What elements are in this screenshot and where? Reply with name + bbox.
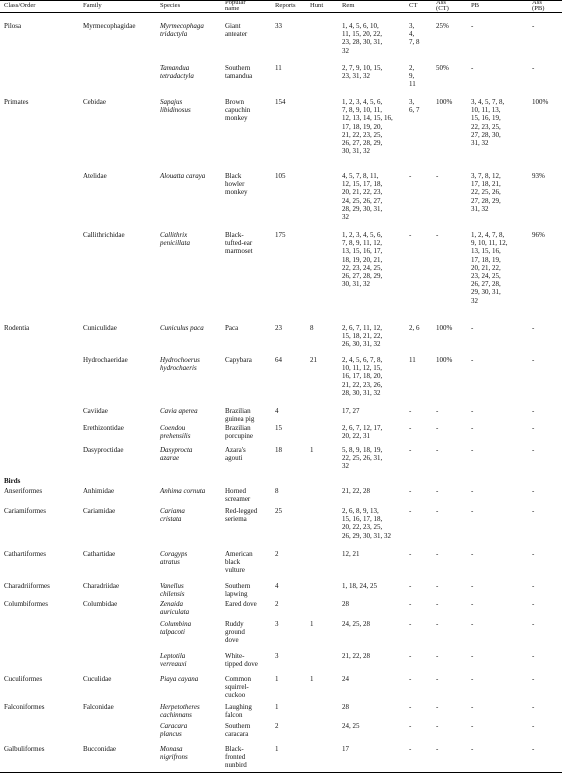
ct-cell: - bbox=[409, 507, 412, 515]
reports-cell: 2 bbox=[275, 722, 279, 730]
header-order: Class/Order bbox=[4, 2, 36, 9]
pb-cell: - bbox=[471, 550, 474, 558]
reports-cell: 3 bbox=[275, 652, 279, 660]
pb-cell: - bbox=[471, 446, 474, 454]
reports-cell: 1 bbox=[275, 675, 279, 683]
header-popular-name: Popular name bbox=[225, 0, 246, 13]
order-cell: Cathartiformes bbox=[4, 550, 46, 558]
rem-cell: 21, 22, 28 bbox=[342, 652, 370, 660]
order-cell: Charadriiformes bbox=[4, 582, 50, 590]
reports-cell: 33 bbox=[275, 22, 282, 30]
pb-cell: - bbox=[471, 582, 474, 590]
ass-ct-cell: 25% bbox=[436, 22, 449, 30]
family-cell: Cuculidae bbox=[83, 675, 112, 683]
reports-cell: 11 bbox=[275, 64, 282, 72]
popular-name-cell: Black- tufted-ear marmoset bbox=[225, 231, 253, 256]
ass-ct-cell: - bbox=[436, 675, 439, 683]
species-cell: Leptotila verreauxi bbox=[160, 652, 187, 669]
ass-pb-cell: - bbox=[532, 424, 535, 432]
ass-pb-cell: - bbox=[532, 356, 535, 364]
pb-cell: - bbox=[471, 722, 474, 730]
family-cell: Cebidae bbox=[83, 98, 106, 106]
popular-name-cell: Laughing falcon bbox=[225, 703, 252, 720]
family-cell: Charadriidae bbox=[83, 582, 120, 590]
hunt-cell: 1 bbox=[310, 620, 314, 628]
rem-cell: 4, 5, 7, 8, 11, 12, 15, 17, 18, 20, 21, 22, 23, 24, 25, 26, 27, 28, 29, 30, 31, 32 bbox=[342, 172, 383, 222]
ct-cell: - bbox=[409, 582, 412, 590]
ass-pb-cell: - bbox=[532, 507, 535, 515]
rem-cell: 2, 4, 5, 6, 7, 8, 10, 11, 12, 15, 16, 17, 18, 20, 21, 22, 23, 26, 28, 30, 31, 32 bbox=[342, 356, 383, 397]
ct-cell: - bbox=[409, 407, 412, 415]
family-cell: Cathartidae bbox=[83, 550, 116, 558]
pb-cell: - bbox=[471, 507, 474, 515]
ct-cell: - bbox=[409, 620, 412, 628]
species-cell: Callithrix penicillata bbox=[160, 231, 190, 248]
pb-cell: 3, 7, 8, 12, 17, 18, 21, 22, 25, 26, 27, 28, 29, 31, 32 bbox=[471, 172, 501, 213]
ass-pb-cell: - bbox=[532, 446, 535, 454]
family-cell: Atelidae bbox=[83, 172, 107, 180]
ass-pb-cell: - bbox=[532, 652, 535, 660]
ass-ct-cell: - bbox=[436, 487, 439, 495]
ass-ct-cell: 100% bbox=[436, 324, 453, 332]
reports-cell: 1 bbox=[275, 703, 279, 711]
species-cell: Myrmecophaga tridactyla bbox=[160, 22, 204, 39]
popular-name-cell: Black- fronted nunbird bbox=[225, 745, 247, 770]
ass-ct-cell: - bbox=[436, 652, 439, 660]
species-cell: Sapajus libidinosus bbox=[160, 98, 191, 115]
species-cell: Coragyps atratus bbox=[160, 550, 188, 567]
popular-name-cell: Brazilian guinea pig bbox=[225, 407, 255, 424]
ass-ct-cell: - bbox=[436, 231, 439, 239]
hunt-cell: 1 bbox=[310, 675, 314, 683]
ass-pb-cell: - bbox=[532, 487, 535, 495]
rem-cell: 1, 2, 3, 4, 5, 6, 7, 8, 9, 11, 12, 13, 15, 16, 17, 18, 19, 20, 21, 22, 23, 24, 25, 26, 27, 28, 29, 30, 31, 32 bbox=[342, 231, 383, 289]
reports-cell: 23 bbox=[275, 324, 282, 332]
reports-cell: 1 bbox=[275, 745, 279, 753]
rem-cell: 2, 6, 8, 9, 13, 15, 16, 17, 18, 20, 22, 23, 25, 26, 29, 30, 31, 32 bbox=[342, 507, 391, 540]
header-family: Family bbox=[83, 2, 102, 9]
ass-pb-cell: - bbox=[532, 550, 535, 558]
rem-cell: 28 bbox=[342, 600, 349, 608]
reports-cell: 175 bbox=[275, 231, 286, 239]
popular-name-cell: White- tipped dove bbox=[225, 652, 258, 669]
pb-cell: - bbox=[471, 407, 474, 415]
order-cell: Rodentia bbox=[4, 324, 30, 332]
family-cell: Caviidae bbox=[83, 407, 108, 415]
popular-name-cell: Horned screamer bbox=[225, 487, 251, 504]
pb-cell: - bbox=[471, 703, 474, 711]
ct-cell: 2, 9, 11 bbox=[409, 64, 416, 89]
order-cell: Galbuliformes bbox=[4, 745, 45, 753]
ct-cell: - bbox=[409, 487, 412, 495]
ass-ct-cell: - bbox=[436, 600, 439, 608]
ass-pb-cell: - bbox=[532, 324, 535, 332]
ass-ct-cell: - bbox=[436, 722, 439, 730]
header-rem: Rem bbox=[342, 2, 355, 9]
ct-cell: - bbox=[409, 675, 412, 683]
ass-pb-cell: - bbox=[532, 600, 535, 608]
rem-cell: 1, 18, 24, 25 bbox=[342, 582, 377, 590]
family-cell: Anhimidae bbox=[83, 487, 115, 495]
reports-cell: 4 bbox=[275, 407, 279, 415]
ass-ct-cell: 100% bbox=[436, 356, 453, 364]
pb-cell: - bbox=[471, 600, 474, 608]
rem-cell: 12, 21 bbox=[342, 550, 360, 558]
family-cell: Cariamidae bbox=[83, 507, 116, 515]
popular-name-cell: Common squirrel- cuckoo bbox=[225, 675, 252, 700]
reports-cell: 154 bbox=[275, 98, 286, 106]
order-cell: Falconiformes bbox=[4, 703, 45, 711]
pb-cell: - bbox=[471, 652, 474, 660]
popular-name-cell: American black vulture bbox=[225, 550, 253, 575]
rem-cell: 17, 27 bbox=[342, 407, 360, 415]
order-cell: Columbiformes bbox=[4, 600, 48, 608]
popular-name-cell: Eared dove bbox=[225, 600, 257, 608]
ct-cell: - bbox=[409, 703, 412, 711]
ass-pb-cell: - bbox=[532, 675, 535, 683]
species-cell: Monasa nigrifrons bbox=[160, 745, 188, 762]
family-cell: Falconidae bbox=[83, 703, 114, 711]
species-cell: Dasyprocta azarae bbox=[160, 446, 193, 463]
family-cell: Columbidae bbox=[83, 600, 118, 608]
bottom-rule bbox=[0, 772, 562, 773]
order-cell: Birds bbox=[4, 477, 21, 485]
species-cell: Cuniculus paca bbox=[160, 324, 204, 332]
reports-cell: 25 bbox=[275, 507, 282, 515]
family-cell: Cuniculidae bbox=[83, 324, 117, 332]
order-cell: Primates bbox=[4, 98, 29, 106]
ct-cell: - bbox=[409, 446, 412, 454]
species-cell: Vanellus chilensis bbox=[160, 582, 185, 599]
rem-cell: 24, 25 bbox=[342, 722, 360, 730]
rem-cell: 2, 6, 7, 12, 17, 20, 22, 31 bbox=[342, 424, 383, 441]
header-ct: CT bbox=[409, 2, 418, 9]
reports-cell: 64 bbox=[275, 356, 282, 364]
pb-cell: - bbox=[471, 745, 474, 753]
species-cell: Piaya cayana bbox=[160, 675, 199, 683]
ass-pb-cell: 100% bbox=[532, 98, 549, 106]
popular-name-cell: Red-legged seriema bbox=[225, 507, 258, 524]
hunt-cell: 1 bbox=[310, 446, 314, 454]
popular-name-cell: Southern tamandua bbox=[225, 64, 253, 81]
ass-pb-cell: 96% bbox=[532, 231, 545, 239]
family-cell: Hydrochaeridae bbox=[83, 356, 128, 364]
species-cell: Tamandua tetradactyla bbox=[160, 64, 194, 81]
ass-pb-cell: - bbox=[532, 407, 535, 415]
reports-cell: 4 bbox=[275, 582, 279, 590]
order-cell: Cariamiformes bbox=[4, 507, 46, 515]
ct-cell: - bbox=[409, 424, 412, 432]
ass-ct-cell: - bbox=[436, 172, 439, 180]
pb-cell: - bbox=[471, 424, 474, 432]
ct-cell: - bbox=[409, 550, 412, 558]
reports-cell: 8 bbox=[275, 487, 279, 495]
header-hunt: Hunt bbox=[310, 2, 324, 9]
species-cell: Cavia aperea bbox=[160, 407, 198, 415]
species-cell: Alouatta caraya bbox=[160, 172, 206, 180]
pb-cell: - bbox=[471, 22, 474, 30]
pb-cell: 1, 2, 4, 7, 8, 9, 10, 11, 12, 13, 15, 16, 17, 18, 19, 20, 21, 22, 23, 24, 25, 26, 27, 28, 29, 30, 31, 32 bbox=[471, 231, 508, 305]
ass-ct-cell: - bbox=[436, 703, 439, 711]
header-pb: PB bbox=[471, 2, 480, 9]
popular-name-cell: Ruddy ground dove bbox=[225, 620, 245, 645]
order-cell: Pilosa bbox=[4, 22, 22, 30]
pb-cell: 3, 4, 5, 7, 8, 10, 11, 13, 15, 16, 19, 22, 23, 25, 27, 28, 30, 31, 32 bbox=[471, 98, 505, 148]
ass-ct-cell: - bbox=[436, 745, 439, 753]
popular-name-cell: Black howler monkey bbox=[225, 172, 248, 197]
family-cell: Myrmecophagidae bbox=[83, 22, 136, 30]
ass-pb-cell: - bbox=[532, 22, 535, 30]
popular-name-cell: Brown capuchin monkey bbox=[225, 98, 251, 123]
rem-cell: 28 bbox=[342, 703, 349, 711]
reports-cell: 105 bbox=[275, 172, 286, 180]
ass-pb-cell: - bbox=[532, 703, 535, 711]
header-ass-ct: Ass (CT) bbox=[436, 0, 449, 13]
rem-cell: 17 bbox=[342, 745, 349, 753]
pb-cell: - bbox=[471, 487, 474, 495]
species-cell: Coendou prehensilis bbox=[160, 424, 191, 441]
ct-cell: 3, 6, 7 bbox=[409, 98, 420, 115]
popular-name-cell: Southern caracara bbox=[225, 722, 251, 739]
popular-name-cell: Giant anteater bbox=[225, 22, 248, 39]
order-cell: Anseriformes bbox=[4, 487, 43, 495]
ass-pb-cell: - bbox=[532, 745, 535, 753]
ct-cell: - bbox=[409, 722, 412, 730]
ass-pb-cell: - bbox=[532, 582, 535, 590]
ass-ct-cell: - bbox=[436, 446, 439, 454]
order-cell: Cuculiformes bbox=[4, 675, 43, 683]
popular-name-cell: Paca bbox=[225, 324, 239, 332]
pb-cell: - bbox=[471, 675, 474, 683]
ass-ct-cell: - bbox=[436, 620, 439, 628]
hunt-cell: 8 bbox=[310, 324, 314, 332]
ct-cell: - bbox=[409, 231, 412, 239]
species-cell: Columbina talpacoti bbox=[160, 620, 192, 637]
ct-cell: - bbox=[409, 172, 412, 180]
rem-cell: 1, 4, 5, 6, 10, 11, 15, 20, 22, 23, 28, 30, 31, 32 bbox=[342, 22, 383, 55]
hunt-cell: 21 bbox=[310, 356, 317, 364]
ass-pb-cell: - bbox=[532, 722, 535, 730]
ass-pb-cell: 93% bbox=[532, 172, 545, 180]
ass-ct-cell: 50% bbox=[436, 64, 449, 72]
ct-cell: 11 bbox=[409, 356, 416, 364]
species-cell: Herpetotheres cachinnans bbox=[160, 703, 200, 720]
rem-cell: 24, 25, 28 bbox=[342, 620, 370, 628]
ass-pb-cell: - bbox=[532, 620, 535, 628]
rem-cell: 2, 6, 7, 11, 12, 15, 18, 21, 22, 26, 30, 31, 32 bbox=[342, 324, 383, 349]
ass-ct-cell: 100% bbox=[436, 98, 453, 106]
ass-ct-cell: - bbox=[436, 424, 439, 432]
reports-cell: 3 bbox=[275, 620, 279, 628]
pb-cell: - bbox=[471, 324, 474, 332]
ct-cell: - bbox=[409, 600, 412, 608]
rem-cell: 5, 8, 9, 18, 19, 22, 25, 26, 31, 32 bbox=[342, 446, 383, 471]
popular-name-cell: Southern lapwing bbox=[225, 582, 251, 599]
ass-ct-cell: - bbox=[436, 407, 439, 415]
ass-ct-cell: - bbox=[436, 550, 439, 558]
species-cell: Anhima cornuta bbox=[160, 487, 206, 495]
rem-cell: 21, 22, 28 bbox=[342, 487, 370, 495]
species-cell: Cariama cristata bbox=[160, 507, 185, 524]
ct-cell: - bbox=[409, 652, 412, 660]
popular-name-cell: Brazilian porcupine bbox=[225, 424, 253, 441]
rem-cell: 1, 2, 3, 4, 5, 6, 7, 8, 9, 10, 11, 12, 13, 14, 15, 16, 17, 18, 19, 20, 21, 22, 23, 25, 26, 27, 28, 29, 30, 31, 32 bbox=[342, 98, 393, 156]
ct-cell: 3, 4, 7, 8 bbox=[409, 22, 420, 47]
ass-pb-cell: - bbox=[532, 64, 535, 72]
ct-cell: - bbox=[409, 745, 412, 753]
ct-cell: 2, 6 bbox=[409, 324, 420, 332]
header-species: Species bbox=[160, 2, 181, 9]
species-cell: Zenaida auriculata bbox=[160, 600, 190, 617]
pb-cell: - bbox=[471, 64, 474, 72]
family-cell: Bucconidae bbox=[83, 745, 117, 753]
family-cell: Erethizontidae bbox=[83, 424, 124, 432]
reports-cell: 15 bbox=[275, 424, 282, 432]
rem-cell: 24 bbox=[342, 675, 349, 683]
reports-cell: 2 bbox=[275, 550, 279, 558]
reports-cell: 2 bbox=[275, 600, 279, 608]
header-reports: Reports bbox=[275, 2, 296, 9]
family-cell: Dasyproctidae bbox=[83, 446, 124, 454]
species-cell: Hydrochoerus hydrochaeris bbox=[160, 356, 200, 373]
reports-cell: 18 bbox=[275, 446, 282, 454]
pb-cell: - bbox=[471, 356, 474, 364]
header-ass-pb: Ass (PB) bbox=[532, 0, 545, 13]
popular-name-cell: Capybara bbox=[225, 356, 252, 364]
rem-cell: 2, 7, 9, 10, 15, 23, 31, 32 bbox=[342, 64, 383, 81]
ass-ct-cell: - bbox=[436, 582, 439, 590]
family-cell: Callithrichidae bbox=[83, 231, 125, 239]
pb-cell: - bbox=[471, 620, 474, 628]
ass-ct-cell: - bbox=[436, 507, 439, 515]
species-cell: Caracara plancus bbox=[160, 722, 188, 739]
popular-name-cell: Azara's agouti bbox=[225, 446, 246, 463]
